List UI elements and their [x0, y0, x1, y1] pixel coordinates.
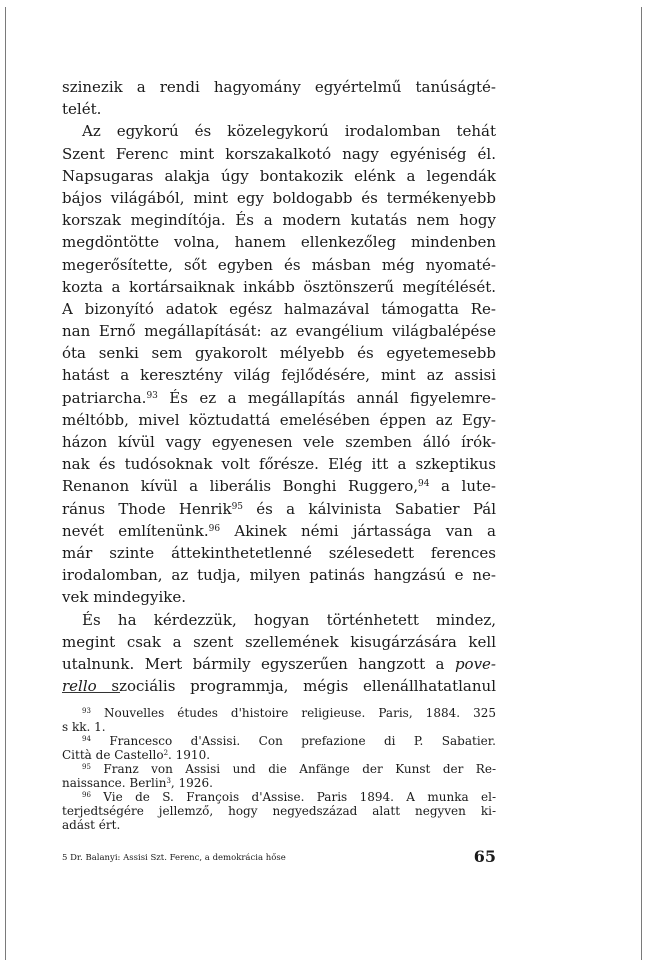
- footnote-line-text: , 1926.: [170, 776, 213, 790]
- body-line-text: már szinte áttekinthetetlenné szélesedett ferences: [62, 543, 496, 562]
- body-line-text: óta senki sem gyakorolt mélyebb és egyetemesebb: [62, 344, 496, 363]
- body-line-text: nan Ernő megállapítását: az evangélium világbalépése: [62, 322, 496, 341]
- body-line-text: nak és tudósoknak volt főrésze. Elég itt a szkeptikus: [62, 455, 496, 474]
- footnote-marker: 3: [166, 777, 171, 785]
- body-line: [62, 653, 496, 675]
- footnote-line-text: Franz von Assisi und die Anfänge der Kunst der Re-: [90, 762, 496, 776]
- footnote-line: [62, 804, 496, 818]
- body-line: [62, 120, 496, 142]
- body-line-text: És ez a megállapítás annál figyelemre-: [157, 388, 496, 407]
- body-line: [62, 542, 496, 564]
- page-number: 65: [473, 847, 496, 866]
- footnote-marker: 93: [82, 707, 91, 715]
- body-line-text: szociális programmja, mégis ellenállhatatlanul: [96, 677, 496, 696]
- body-line: [62, 364, 496, 386]
- footnote-line: [62, 818, 496, 832]
- body-line: [62, 609, 496, 631]
- printer-signature: 5 Dr. Balanyi: Assisi Szt. Ferenc, a demokrácia hőse: [62, 853, 286, 863]
- body-line-text: bájos világából, mint egy boldogabb és termékenyebb: [62, 188, 496, 207]
- body-text: [62, 76, 496, 697]
- body-line-text: korszak megindítója. És a modern kutatás nem hogy: [62, 211, 496, 230]
- body-line: [62, 409, 496, 431]
- body-line: [62, 209, 496, 231]
- footnote-marker: 96: [208, 523, 221, 534]
- body-line-text: megint csak a szent szellemének kisugárzására kell: [62, 632, 496, 651]
- body-line: [62, 675, 496, 697]
- footnote-line-text: adást ért.: [62, 818, 121, 832]
- body-line-text: Az egykorú és közelegykorú irodalomban tehát: [82, 122, 496, 141]
- body-line: [62, 387, 496, 409]
- body-line: [62, 320, 496, 342]
- body-line-text: hatást a keresztény világ fejlődésére, mint az assisi: [62, 366, 496, 385]
- body-line: [62, 231, 496, 253]
- body-line-text: patriarcha.: [62, 388, 147, 407]
- body-line: [62, 165, 496, 187]
- body-line-text: házon kívül vagy egyenesen vele szemben álló írók-: [62, 433, 496, 451]
- body-line-text: Napsugaras alakja úgy bontakozik elénk a legendák: [62, 166, 496, 185]
- footnote-marker: 2: [163, 749, 169, 757]
- footnote-line: [62, 748, 496, 762]
- body-line: [62, 143, 496, 165]
- body-line-text: irodalomban, az tudja, milyen patinás hangzású e ne-: [62, 566, 496, 585]
- footnote-line-text: naissance. Berlin: [62, 776, 167, 790]
- footnote-marker: 95: [231, 501, 244, 512]
- body-line-text: ránus Thode Henrik: [62, 499, 232, 518]
- body-line-text: Szent Ferenc mint korszakalkotó nagy egyéniség él.: [62, 144, 496, 163]
- body-line-text: megerősítette, sőt egyben és másban még nyomaté-: [62, 255, 496, 274]
- footnote-marker: 94: [418, 479, 430, 490]
- body-line: [62, 276, 496, 298]
- body-line: [62, 520, 496, 542]
- footnote-line: [62, 776, 496, 790]
- body-line-text: vek mindegyike.: [62, 588, 186, 607]
- footnote-line-text: Città de Castello: [62, 748, 164, 762]
- footnotes: [62, 706, 496, 832]
- footnote-line: [62, 790, 496, 804]
- body-line-text: nevét említenünk.: [62, 521, 209, 540]
- body-line: [62, 298, 496, 320]
- footnote-line: [62, 706, 496, 720]
- body-line-text: szinezik a rendi hagyomány egyértelmű tanúságté-: [62, 78, 496, 96]
- body-line-text: Akinek némi jártassága van a: [220, 521, 497, 540]
- footnote-rule: [62, 692, 120, 693]
- footnote-marker: 93: [146, 390, 158, 401]
- body-line-text: És ha kérdezzük, hogyan történhetett mindez,: [82, 610, 496, 629]
- footnote-marker: 95: [82, 763, 91, 771]
- footnote-line: [62, 734, 496, 748]
- body-line: [62, 431, 496, 453]
- body-line-text: A bizonyító adatok egész halmazával támogatta Re-: [62, 299, 496, 318]
- body-line-text: és a kálvinista Sabatier Pál: [243, 499, 496, 518]
- footnote-line-text: . 1910.: [168, 748, 211, 762]
- body-line-text: méltóbb, mivel köztudattá emelésében éppen az Egy-: [62, 410, 496, 429]
- body-line: [62, 453, 496, 475]
- body-line: [62, 76, 496, 98]
- body-line: [62, 254, 496, 276]
- italic-term: rello: [62, 677, 97, 696]
- body-line: [62, 342, 496, 364]
- body-line-text: utalnunk. Mert bármily egyszerűen hangzott a: [62, 654, 455, 673]
- footnote-line: [62, 762, 496, 776]
- footnote-line: [62, 720, 496, 734]
- body-line: [62, 631, 496, 653]
- body-line-text: telét.: [62, 100, 102, 119]
- body-line: [62, 586, 496, 608]
- italic-term: pove-: [454, 654, 496, 673]
- footnote-marker: 96: [82, 791, 91, 799]
- body-line: [62, 498, 496, 520]
- body-line: [62, 98, 496, 120]
- body-line-text: megdöntötte volna, hanem ellenkezőleg mindenben: [62, 233, 496, 252]
- footnote-line-text: terjedtségére jellemző, hogy negyedszázad alatt negyven ki-: [62, 804, 496, 818]
- footnote-line-text: s kk. 1.: [62, 720, 106, 734]
- body-line: [62, 475, 496, 497]
- body-line: [62, 564, 496, 586]
- footnote-line-text: Francesco d'Assisi. Con prefazione di P. Sabatier.: [90, 734, 496, 748]
- footnote-line-text: Vie de S. François d'Assise. Paris 1894. A munka el-: [90, 790, 496, 804]
- body-line: [62, 187, 496, 209]
- body-line-text: Renanon kívül a liberális Bonghi Ruggero,: [62, 477, 419, 496]
- body-line-text: a lute-: [429, 477, 496, 496]
- body-line-text: kozta a kortársaiknak inkább ösztönszerű megítélését.: [62, 277, 496, 296]
- footnote-marker: 94: [82, 735, 91, 743]
- footnote-line-text: Nouvelles études d'histoire religieuse. Paris, 1884. 325: [90, 706, 496, 720]
